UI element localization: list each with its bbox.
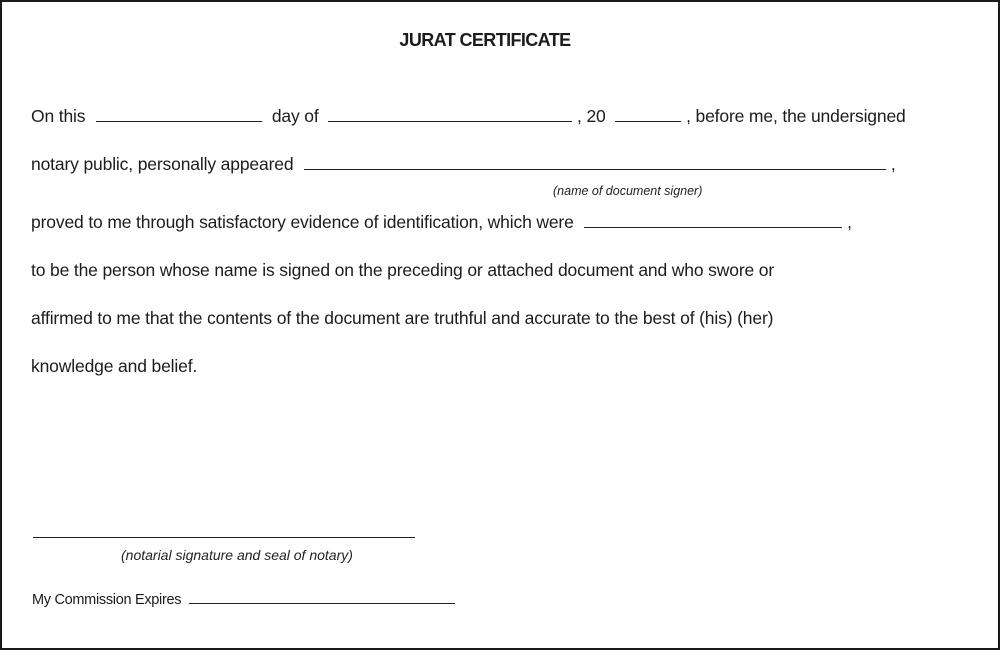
line-appeared xyxy=(31,152,896,176)
line-sworn: to be the person whose name is signed on the preceding or attached document and who swore or xyxy=(31,260,775,280)
commission-date-blank-field[interactable] xyxy=(189,590,455,604)
notary-signature-line[interactable] xyxy=(33,537,415,538)
before-me-label: , before me, the undersigned xyxy=(686,106,906,126)
identification-blank-field[interactable] xyxy=(584,211,842,228)
month-blank-field[interactable] xyxy=(328,105,572,122)
signer-caption: (name of document signer) xyxy=(553,184,703,198)
signer-name-blank-field[interactable] xyxy=(304,153,886,170)
document-title: JURAT CERTIFICATE xyxy=(399,30,571,50)
line-date xyxy=(31,104,906,128)
year-blank-field[interactable] xyxy=(615,105,681,122)
day-blank-field[interactable] xyxy=(96,105,262,122)
on-this-label: On this xyxy=(31,106,86,126)
notary-caption: (notarial signature and seal of notary) xyxy=(121,547,353,563)
line-affirmed: affirmed to me that the contents of the document are truthful and accurate to the best of (his) (her) xyxy=(31,308,774,328)
comma: , xyxy=(890,154,896,174)
line-identification xyxy=(31,210,852,234)
personally-appeared-label: notary public, personally appeared xyxy=(31,154,294,174)
identification-label: proved to me through satisfactory evidence of identification, which were xyxy=(31,212,574,232)
year-prefix-label: , 20 xyxy=(577,106,606,126)
commission-label: My Commission Expires xyxy=(32,592,182,608)
commission-expires xyxy=(32,590,455,608)
line-belief: knowledge and belief. xyxy=(31,356,198,376)
comma: , xyxy=(847,212,852,232)
day-of-label: day of xyxy=(271,106,319,126)
